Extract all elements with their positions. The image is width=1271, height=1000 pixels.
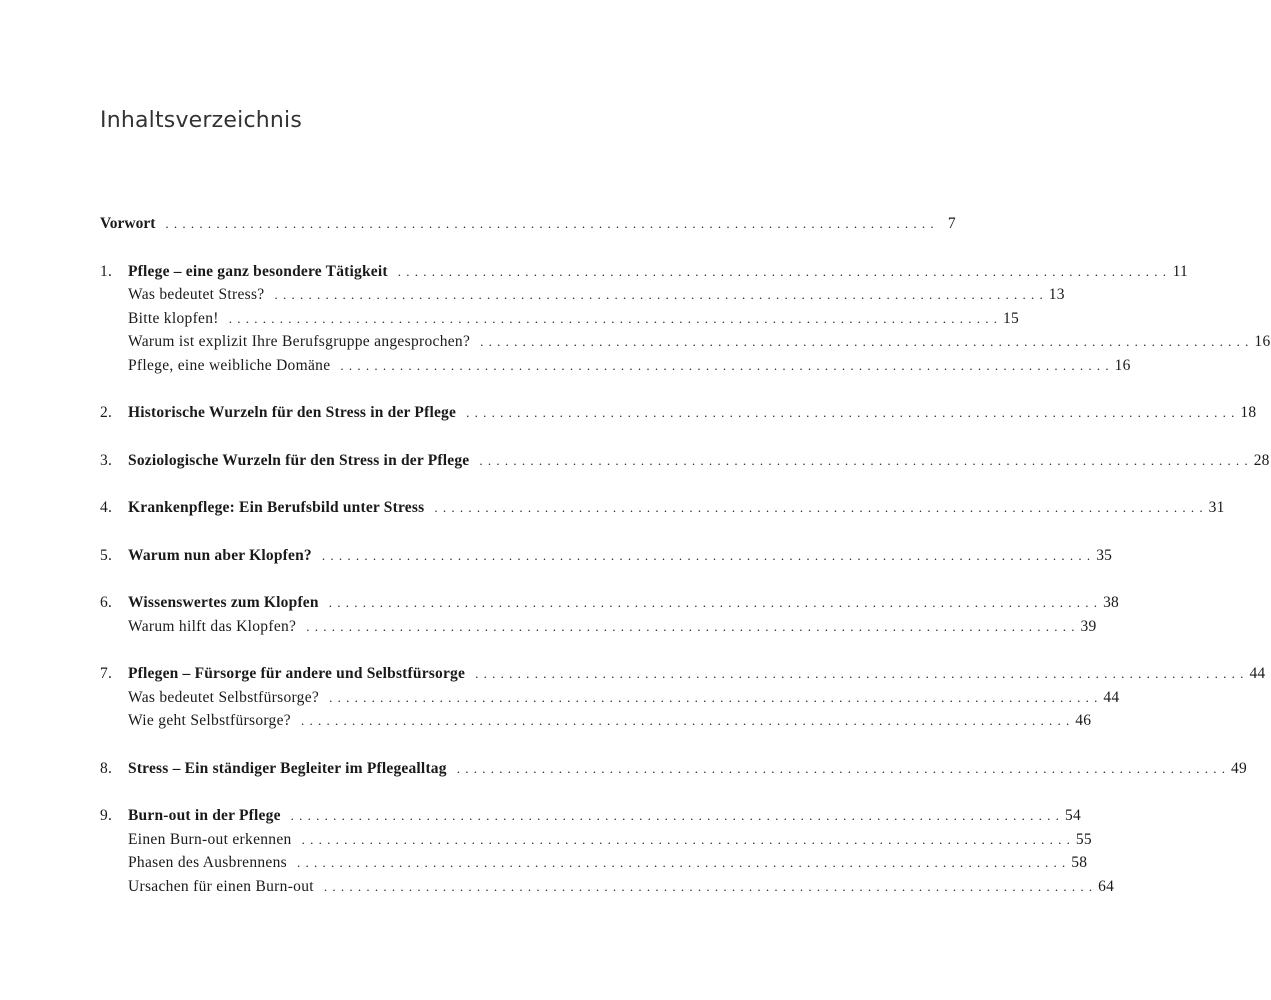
toc-chapter-2[interactable] [100,401,1257,425]
dot-leader [322,544,1090,568]
toc-entry-label: Stress – Ein ständiger Begleiter im Pflegealltag [128,759,447,777]
toc-entry-label: Warum hilft das Klopfen? [128,617,297,635]
toc-subentry[interactable] [100,330,1271,354]
dot-leader [329,591,1097,615]
toc-subentry[interactable] [100,615,1097,639]
chapter-number: 3. [100,451,113,469]
toc-entry-label: Vorwort [100,215,156,232]
chapter-number: 8. [100,759,113,777]
toc-entry-label: Soziologische Wurzeln für den Stress in der Pflege [128,451,470,469]
toc-subentry[interactable] [100,709,1092,733]
toc-chapter-1[interactable] [100,260,1188,284]
table-of-contents [100,212,1271,898]
toc-entry-page: 49 [1231,759,1247,777]
toc-entry-page: 44 [1103,688,1120,706]
toc-entry-label: Was bedeutet Selbstfürsorge? [128,688,320,706]
dot-leader [340,354,1108,378]
toc-entry-page: 64 [1098,877,1115,895]
toc-entry-label: Warum ist explizit Ihre Berufsgruppe angesprochen? [128,333,471,350]
dot-leader [274,283,1042,307]
dot-leader [398,260,1166,284]
toc-entry-page: 44 [1249,665,1266,682]
toc-entry-label: Bitte klopfen! [128,309,219,327]
toc-entry-page: 39 [1080,617,1097,635]
toc-entry-page: 13 [1048,286,1065,303]
toc-chapter-4[interactable] [100,496,1225,520]
dot-leader [480,330,1248,354]
toc-entry-page: 28 [1253,451,1270,469]
toc-entry-page: 54 [1065,807,1081,824]
toc-subentry[interactable] [100,283,1065,307]
dot-leader [324,875,1092,899]
dot-leader [466,401,1234,425]
toc-entry-page: 58 [1071,854,1088,871]
toc-entry-label: Krankenpflege: Ein Berufsbild unter Stress [128,499,425,516]
toc-entry-page: 16 [1254,333,1271,350]
toc-entry-page: 55 [1075,830,1092,848]
chapter-number: 9. [100,807,113,824]
toc-chapter-8[interactable] [100,757,1247,781]
dot-leader [297,851,1065,875]
toc-subentry[interactable] [100,851,1088,875]
toc-entry-label: Ursachen für einen Burn-out [128,877,314,895]
toc-entry-label: Historische Wurzeln für den Stress in der Pflege [128,404,457,421]
toc-entry-label: Burn-out in der Pflege [128,807,281,824]
chapter-number: 6. [100,594,113,611]
toc-entry-label: Was bedeutet Stress? [128,286,265,303]
toc-entry-page: 35 [1096,546,1113,564]
toc-chapter-6[interactable] [100,591,1119,615]
dot-leader [302,828,1070,852]
toc-entry-label: Pflege – eine ganz besondere Tätigkeit [128,262,388,280]
toc-entry-page: 16 [1114,356,1131,374]
dot-leader [229,307,997,331]
dot-leader [479,449,1247,473]
toc-chapter-5[interactable] [100,544,1113,568]
toc-entry-label: Pflege, eine weibliche Domäne [128,356,331,374]
toc-chapter-7[interactable] [100,662,1266,686]
chapter-number: 4. [100,499,113,516]
chapter-number: 2. [100,404,113,421]
toc-entry-label: Wissenswertes zum Klopfen [128,594,319,611]
toc-entry-page: 31 [1208,499,1225,516]
toc-chapter-3[interactable] [100,449,1270,473]
dot-leader [457,757,1225,781]
toc-chapter-9[interactable] [100,804,1081,828]
toc-entry-preface[interactable] [100,212,956,236]
dot-leader [475,662,1243,686]
toc-entry-label: Phasen des Ausbrennens [128,854,287,871]
dot-leader [291,804,1059,828]
toc-entry-page: 11 [1172,262,1188,280]
toc-entry-label: Einen Burn-out erkennen [128,830,292,848]
dot-leader [301,709,1069,733]
toc-subentry[interactable] [100,307,1020,331]
dot-leader [165,212,933,236]
toc-subentry[interactable] [100,828,1092,852]
chapter-number: 1. [100,262,113,280]
toc-entry-page: 15 [1002,309,1020,327]
chapter-number: 7. [100,665,113,682]
toc-entry-page: 38 [1103,594,1119,611]
page-title: Inhaltsverzeichnis [100,108,303,133]
dot-leader [434,496,1202,520]
toc-entry-page: 18 [1240,404,1257,421]
toc-subentry[interactable] [100,686,1120,710]
dot-leader [306,615,1074,639]
toc-entry-page: 7 [947,215,956,232]
toc-subentry[interactable] [100,875,1115,899]
dot-leader [329,686,1097,710]
toc-entry-label: Pflegen – Fürsorge für andere und Selbstfürsorge [128,665,466,682]
toc-entry-label: Wie geht Selbstfürsorge? [128,712,291,729]
toc-entry-page: 46 [1075,712,1092,729]
toc-entry-label: Warum nun aber Klopfen? [128,546,312,564]
toc-subentry[interactable] [100,354,1131,378]
chapter-number: 5. [100,546,113,564]
